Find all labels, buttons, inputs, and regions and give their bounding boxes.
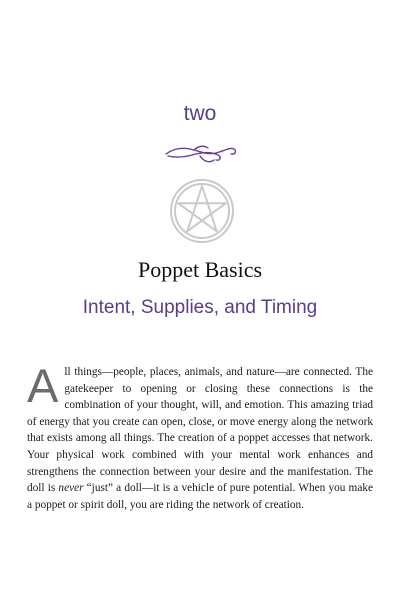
pentacle-icon — [169, 178, 235, 244]
chapter-title: Poppet Basics — [137, 257, 263, 282]
body-text-part2: “just” a doll—it is a vehicle of pure potential. When you make a poppet or spirit doll, you are riding the network of creation. — [27, 482, 373, 511]
body-text-part1: ll things—people, places, animals, and nature—are connected. The gatekeeper to opening or closing these connections is the combination of your thought, will, and emotion. This amazing triad of energy that you create can open, close, or move energy along the network that exists among all things. The creation of a poppet accesses that network. Your physical work combined with your mental work enhances and strengthens the connection between your desire and the manifestation. The doll is — [27, 366, 373, 495]
drop-cap: A — [27, 359, 59, 412]
body-paragraph — [27, 359, 373, 513]
flourish-ornament-icon — [164, 138, 238, 166]
body-text-emphasis: never — [58, 482, 84, 495]
chapter-number: two — [183, 102, 217, 125]
chapter-subtitle: Intent, Supplies, and Timing — [82, 297, 318, 318]
